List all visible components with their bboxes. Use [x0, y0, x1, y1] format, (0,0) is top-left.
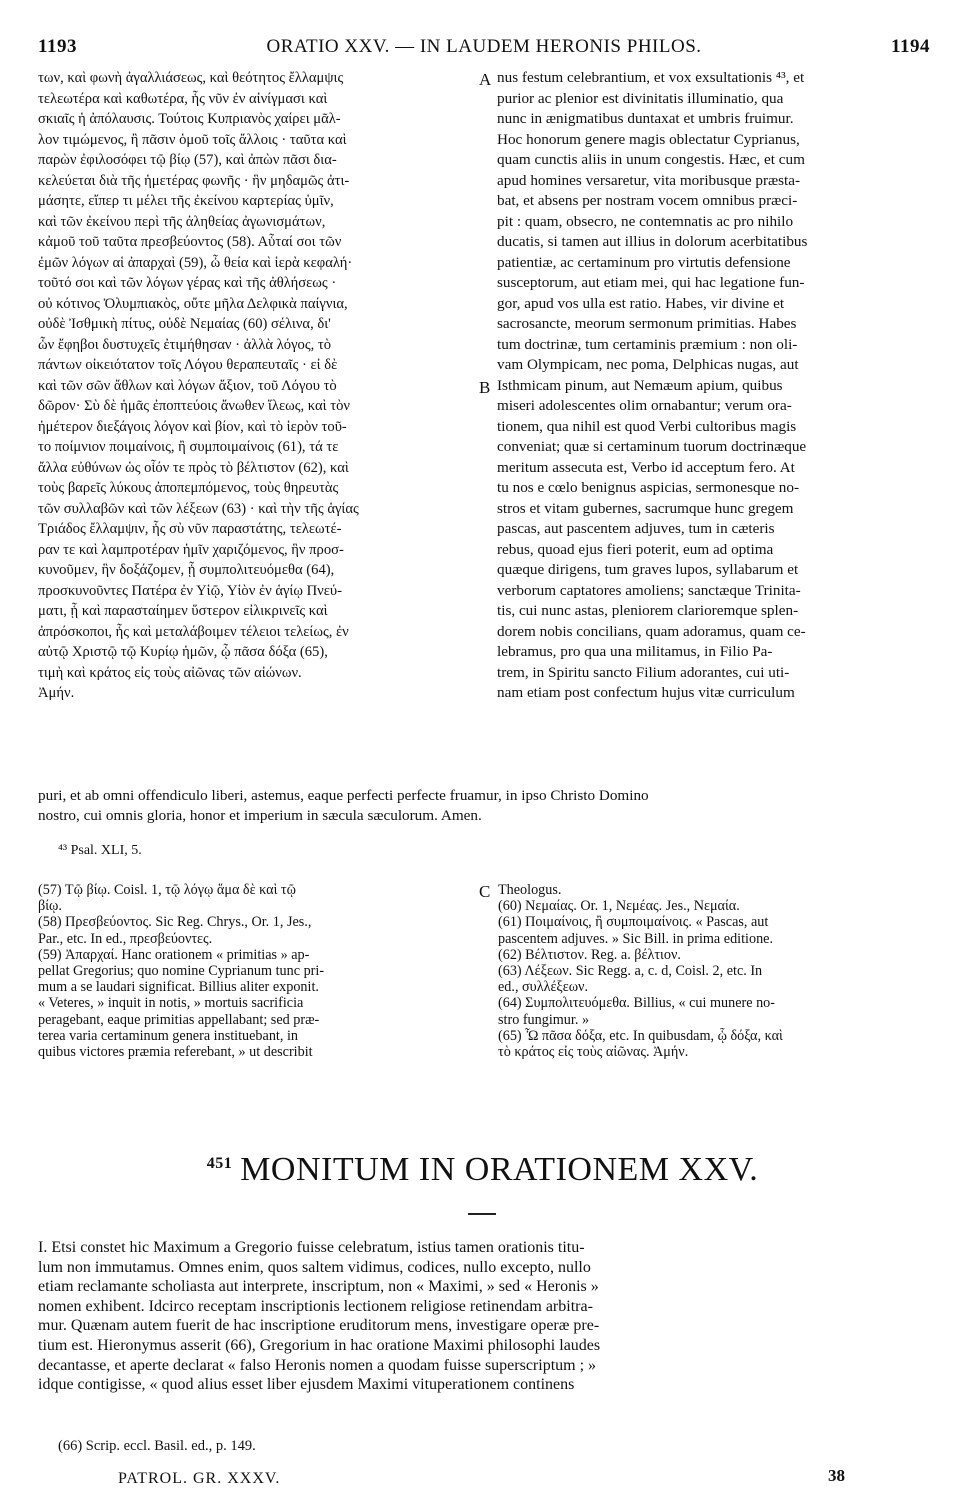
greek-line: των, καὶ φωνὴ ἀγαλλιάσεως, καὶ θεότητος ἔλλαμψις — [38, 70, 344, 86]
greek-line: ἄλλα εὐθύνων ὡς οἷόν τε πρὸς τὸ βέλτιστον (62), καὶ — [38, 459, 349, 476]
notes-left-column — [38, 882, 478, 1060]
greek-line: το ποίμνιον ποιμαίνοις, ἢ συμποιμαίνοις (61), τά τε — [38, 439, 339, 455]
note-line: Theologus. — [498, 882, 562, 898]
heading-rule — [468, 1213, 496, 1215]
greek-line: οὐ κότινος Ὀλυμπιακὸς, οὔτε μῆλα Δελφικὰ παίγνια, — [38, 295, 348, 312]
greek-line: λον τιμώμενος, ἢ πᾶσιν ὁμοῦ τοῖς ἄλλοις · ταῦτα καὶ — [38, 131, 347, 148]
page-header — [38, 36, 930, 64]
latin-line: Isthmicam pinum, aut Nemæum apium, quibus — [497, 376, 783, 394]
body-line: lum non immutamus. Omnes enim, quos saltem vidimus, codices, nullo excepto, nullo — [38, 1258, 591, 1276]
latin-line: trem, in Spiritu sancto Filium adorantes, cui uti- — [497, 663, 790, 681]
note-line: (62) Βέλτιστον. Reg. a. βέλτιον. — [498, 946, 681, 963]
latin-line: patientiæ, ac certaminum pro virtutis defensione — [497, 253, 791, 271]
latin-line: miseri adolescentes olim ornabantur; verum ora- — [497, 397, 792, 414]
latin-line: quæque dirigens, tum graves lupos, syllabarum et — [497, 561, 799, 578]
body-line: idque contigisse, « quod alius esset liber ejusdem Maximi vituperationem continens — [38, 1376, 575, 1394]
greek-line: ραν τε καὶ λαμπροτέραν ἡμῖν χαριζόμενος, ἣν προσ- — [38, 541, 344, 558]
latin-line: verborum captatores amoliens; sanctæque Trinita- — [497, 581, 801, 599]
greek-line: καὶ τῶν ἐκείνου περὶ τῆς ἀληθείας ἀγωνισμάτων, — [38, 213, 326, 230]
greek-line: καὶ τῶν σῶν ἄθλων καὶ λόγων ἄξιον, τοῦ Λόγου τὸ — [38, 377, 337, 394]
footnote-43: ⁴³ Psal. XLI, 5. — [58, 843, 142, 858]
note-line: βίῳ. — [38, 898, 62, 915]
latin-line: lebramus, pro qua una militamus, in Filio Pa- — [497, 643, 773, 660]
greek-line: ὧν ἔφηβοι δυστυχεῖς ἐτιμήθησαν · ἀλλὰ λόγος, τὸ — [38, 336, 332, 353]
latin-line: vam Olympicam, nec poma, Delphicas nugas, aut — [497, 356, 799, 373]
greek-line: ἡμέτερον διεξάγοις λόγον καὶ βίον, καὶ τὸ ἱερὸν τοῦ- — [38, 418, 347, 435]
latin-line: dorem nobis concilians, quam adoramus, quam ce- — [497, 622, 806, 640]
note-line: quibus victores præmia referebant, » ut describit — [38, 1043, 313, 1060]
latin-line: tionem, qua nihil est quod Verbi cultoribus magis — [497, 417, 797, 435]
note-line: τὸ κράτος εἰς τοὺς αἰῶνας. Ἀμήν. — [498, 1043, 689, 1060]
note-line: (65) Ὦ πᾶσα δόξα, etc. In quibusdam, ᾧ δόξα, καὶ — [498, 1027, 783, 1044]
greek-line: κελεύεται διὰ τῆς ἡμετέρας φωνῆς · ἣν μηδαμῶς ἀτι- — [38, 172, 350, 189]
latin-full-line-2: nostro, cui omnis gloria, honor et imperium in sæcula sæculorum. Amen. — [38, 807, 482, 824]
note-line: (57) Τῷ βίῳ. Coisl. 1, τῷ λόγῳ ἅμα δὲ καὶ τῷ — [38, 882, 296, 898]
body-line: I. Etsi constet hic Maximum a Gregorio fuisse celebratum, istius tamen orationis titu- — [38, 1239, 585, 1256]
latin-line: tum doctrinæ, tum certaminis præmium : non oli- — [497, 335, 798, 353]
note-line: stro fungimur. » — [498, 1011, 590, 1028]
left-page-number: 1193 — [38, 36, 77, 57]
latin-line: rebus, quoad ejus fieri poterit, eum ad optima — [497, 540, 774, 558]
note-line: (63) Λέξεων. Sic Regg. a, c. d, Coisl. 2, etc. In — [498, 962, 763, 979]
greek-line: σκιαῖς ἡ ἀπόλαυσις. Τούτοις Κυπριανὸς χαίρει μᾶλ- — [38, 111, 341, 127]
latin-line: nam etiam post confectum hujus vitæ curriculum — [497, 684, 795, 701]
body-line: etiam reclamante scholiasta aut interprete, inscriptum, non « Maximi, » sed « Heronis » — [38, 1278, 599, 1296]
greek-line: οὐδὲ Ἰσθμικὴ πίτυς, οὐδὲ Νεμαίας (60) σέλινα, δι' — [38, 316, 331, 332]
latin-full-line-1: puri, et ab omni offendiculo liberi, astemus, eaque perfecti perfecte fruamur, in ipso Christo Domino — [38, 787, 649, 804]
latin-line: purior ac plenior est divinitatis illuminatio, qua — [497, 89, 784, 107]
note-line: (61) Ποιμαίνοις, ἢ συμποιμαίνοις. « Pascas, aut — [498, 914, 769, 931]
footer-collection: PATROL. GR. XXXV. — [118, 1470, 281, 1487]
body-line: nomen exhibent. Idcirco receptam inscriptionis lectionem religiose retinendam arbitra- — [38, 1297, 593, 1315]
greek-line: τιμὴ καὶ κράτος εἰς τοὺς αἰῶνας τῶν αἰώνων. — [38, 664, 302, 681]
latin-line: nunc in ænigmatibus duntaxat et umbris fruimur. — [497, 110, 794, 127]
greek-line: κἀμοῦ τοῦ ταῦτα πρεσβεύοντος (58). Αὗταί σοι τῶν — [38, 234, 342, 250]
latin-line: tis, cui nunc astas, pleniorem clarioremque splen- — [497, 602, 799, 619]
section-marker-a: A — [479, 70, 492, 89]
monitum-heading — [0, 1151, 965, 1189]
greek-line: δῶρον· Σὺ δὲ ἡμᾶς ἐποπτεύοις ἄνωθεν ἵλεως, καὶ τὸν — [38, 398, 350, 414]
greek-line: παρὼν ἐφιλοσόφει τῷ βίῳ (57), καὶ ἀπὼν πᾶσι δια- — [38, 152, 337, 168]
latin-line: Hoc honorum genere magis oblectatur Cyprianus, — [497, 130, 800, 148]
greek-line: κυνοῦμεν, ἣν δοξάζομεν, ᾗ συμπολιτευόμεθα (64), — [38, 562, 335, 578]
running-title: ORATIO XXV. — IN LAUDEM HERONIS PHILOS. — [266, 36, 702, 57]
greek-text-column — [38, 68, 478, 704]
note-line: Par., etc. In ed., πρεσβεύοντες. — [38, 930, 213, 947]
greek-line: ἐμῶν λόγων αἱ ἀπαρχαὶ (59), ὦ θεία καὶ ἱερὰ κεφαλή· — [38, 254, 353, 271]
section-marker-b: B — [479, 378, 491, 397]
greek-line: τοῦτό σοι καὶ τῶν λόγων γέρας καὶ τῆς ἀθλήσεως · — [38, 275, 337, 291]
note-line: pellat Gregorius; quo nomine Cyprianum tunc pri- — [38, 962, 325, 979]
note-line: terea varia certaminum genera instituebant, in — [38, 1027, 298, 1044]
right-page-number: 1194 — [891, 36, 930, 57]
greek-line: τοὺς βαρεῖς λύκους ἀποπεμπόμενος, τοὺς θηρευτὰς — [38, 480, 339, 496]
greek-line: μάσητε, εἴπερ τι μέλει τῆς ἐκείνου καρτερίας ὑμῖν, — [38, 193, 334, 209]
note-line: pascentem adjuves. » Sic Bill. in prima editione. — [498, 930, 774, 947]
latin-line: meritum assecuta est, Verbo id acceptum fero. At — [497, 458, 795, 476]
note-line: (64) Συμπολιτευόμεθα. Billius, « cui munere no- — [498, 995, 775, 1012]
greek-line: τῶν συλλαβῶν καὶ τῶν λέξεων (63) · καὶ τὴν τῆς ἁγίας — [38, 500, 359, 517]
greek-line: ἀπρόσκοποι, ἧς καὶ μεταλάβοιμεν τέλειοι τελείως, ἐν — [38, 623, 349, 640]
latin-line: quam cunctis aliis in unum congestis. Hæc, et cum — [497, 151, 805, 168]
greek-line: τελεωτέρα καὶ καθωτέρα, ἧς νῦν ἐν αἰνίγμασι καὶ — [38, 90, 328, 107]
latin-line: conveniat; quæ si certaminum tuorum doctrinæque — [497, 438, 807, 455]
latin-line: stros et vitam gubernes, sacrumque hunc gregem — [497, 499, 794, 517]
note-line: ed., συλλέξεων. — [498, 979, 589, 996]
greek-line: Τριάδος ἔλλαμψιν, ἧς σὺ νῦν παραστάτης, τελεωτέ- — [38, 521, 342, 537]
greek-line: Ἀμήν. — [38, 685, 75, 701]
latin-text-column — [497, 68, 931, 704]
latin-line: ducatis, si tamen aut illius in dolorum acerbitatibus — [497, 233, 808, 250]
footnote-66: (66) Scrip. eccl. Basil. ed., p. 149. — [58, 1438, 256, 1454]
footer-sheet-number: 38 — [828, 1466, 845, 1485]
body-line: mur. Quænam autem fuerit de hac inscriptione eruditorum mens, investigare operæ pre- — [38, 1317, 600, 1335]
note-line: peragebant, eaque primitias appellabant; sed præ- — [38, 1011, 320, 1028]
note-line: mum a se laudari significat. Billius aliter exponit. — [38, 979, 319, 996]
note-line: (58) Πρεσβεύοντος. Sic Reg. Chrys., Or. 1, Jes., — [38, 914, 312, 931]
monitum-number: 451 — [206, 1155, 233, 1172]
note-line: (59) Ἀπαρχαί. Hanc orationem « primitias » ap- — [38, 946, 310, 963]
body-line: decantasse, et aperte declarat « falso Heronis nomen a quodam fuisse superscriptum ; » — [38, 1356, 597, 1374]
latin-line: tu nos e cœlo benignus aspicias, sermonesque no- — [497, 479, 799, 496]
section-marker-c: C — [479, 882, 491, 901]
latin-line: susceptorum, aut etiam mei, qui hac legatione fun- — [497, 274, 805, 291]
latin-line: pascas, aut pascentem adjuves, tum in cæteris — [497, 520, 775, 537]
latin-line: sacrosancte, meorum sermonum primitias. Habes — [497, 315, 797, 332]
monitum-body — [38, 1238, 930, 1395]
greek-line: αὐτῷ Χριστῷ τῷ Κυρίῳ ἡμῶν, ᾧ πᾶσα δόξα (65), — [38, 644, 328, 660]
latin-line: gor, apud vos ulla est ratio. Habes, vir divine et — [497, 294, 785, 312]
greek-line: πάντων οἰκειότατον τοῖς Λόγου θεραπευταῖς · εἰ δὲ — [38, 357, 338, 373]
latin-line: apud homines versaretur, vita moribusque præsta- — [497, 171, 801, 189]
latin-line: pit : quam, obsecro, ne contemnatis ac pro nihilo — [497, 212, 794, 230]
body-line: tium est. Hieronymus asserit (66), Gregorium in hac oratione Maximi philosophi laudes — [38, 1336, 601, 1354]
note-line: « Veteres, » inquit in notis, » mortuis sacrificia — [38, 995, 304, 1012]
greek-line: προσκυνοῦντες Πατέρα ἐν Υἱῷ, Υἱὸν ἐν ἁγίῳ Πνεύ- — [38, 582, 342, 599]
note-line: (60) Νεμαίας. Or. 1, Νεμέας. Jes., Νεμαία. — [498, 898, 740, 915]
monitum-title: MONITUM IN ORATIONEM XXV. — [240, 1151, 759, 1188]
latin-line: nus festum celebrantium, et vox exsultationis ⁴³, et — [497, 69, 805, 86]
greek-line: ματι, ᾗ καὶ παρασταίημεν ὕστερον εἰλικρινεῖς καὶ — [38, 603, 328, 619]
notes-right-column — [498, 882, 930, 1060]
latin-line: bat, et absens per nostram vocem omnibus præci- — [497, 192, 798, 209]
